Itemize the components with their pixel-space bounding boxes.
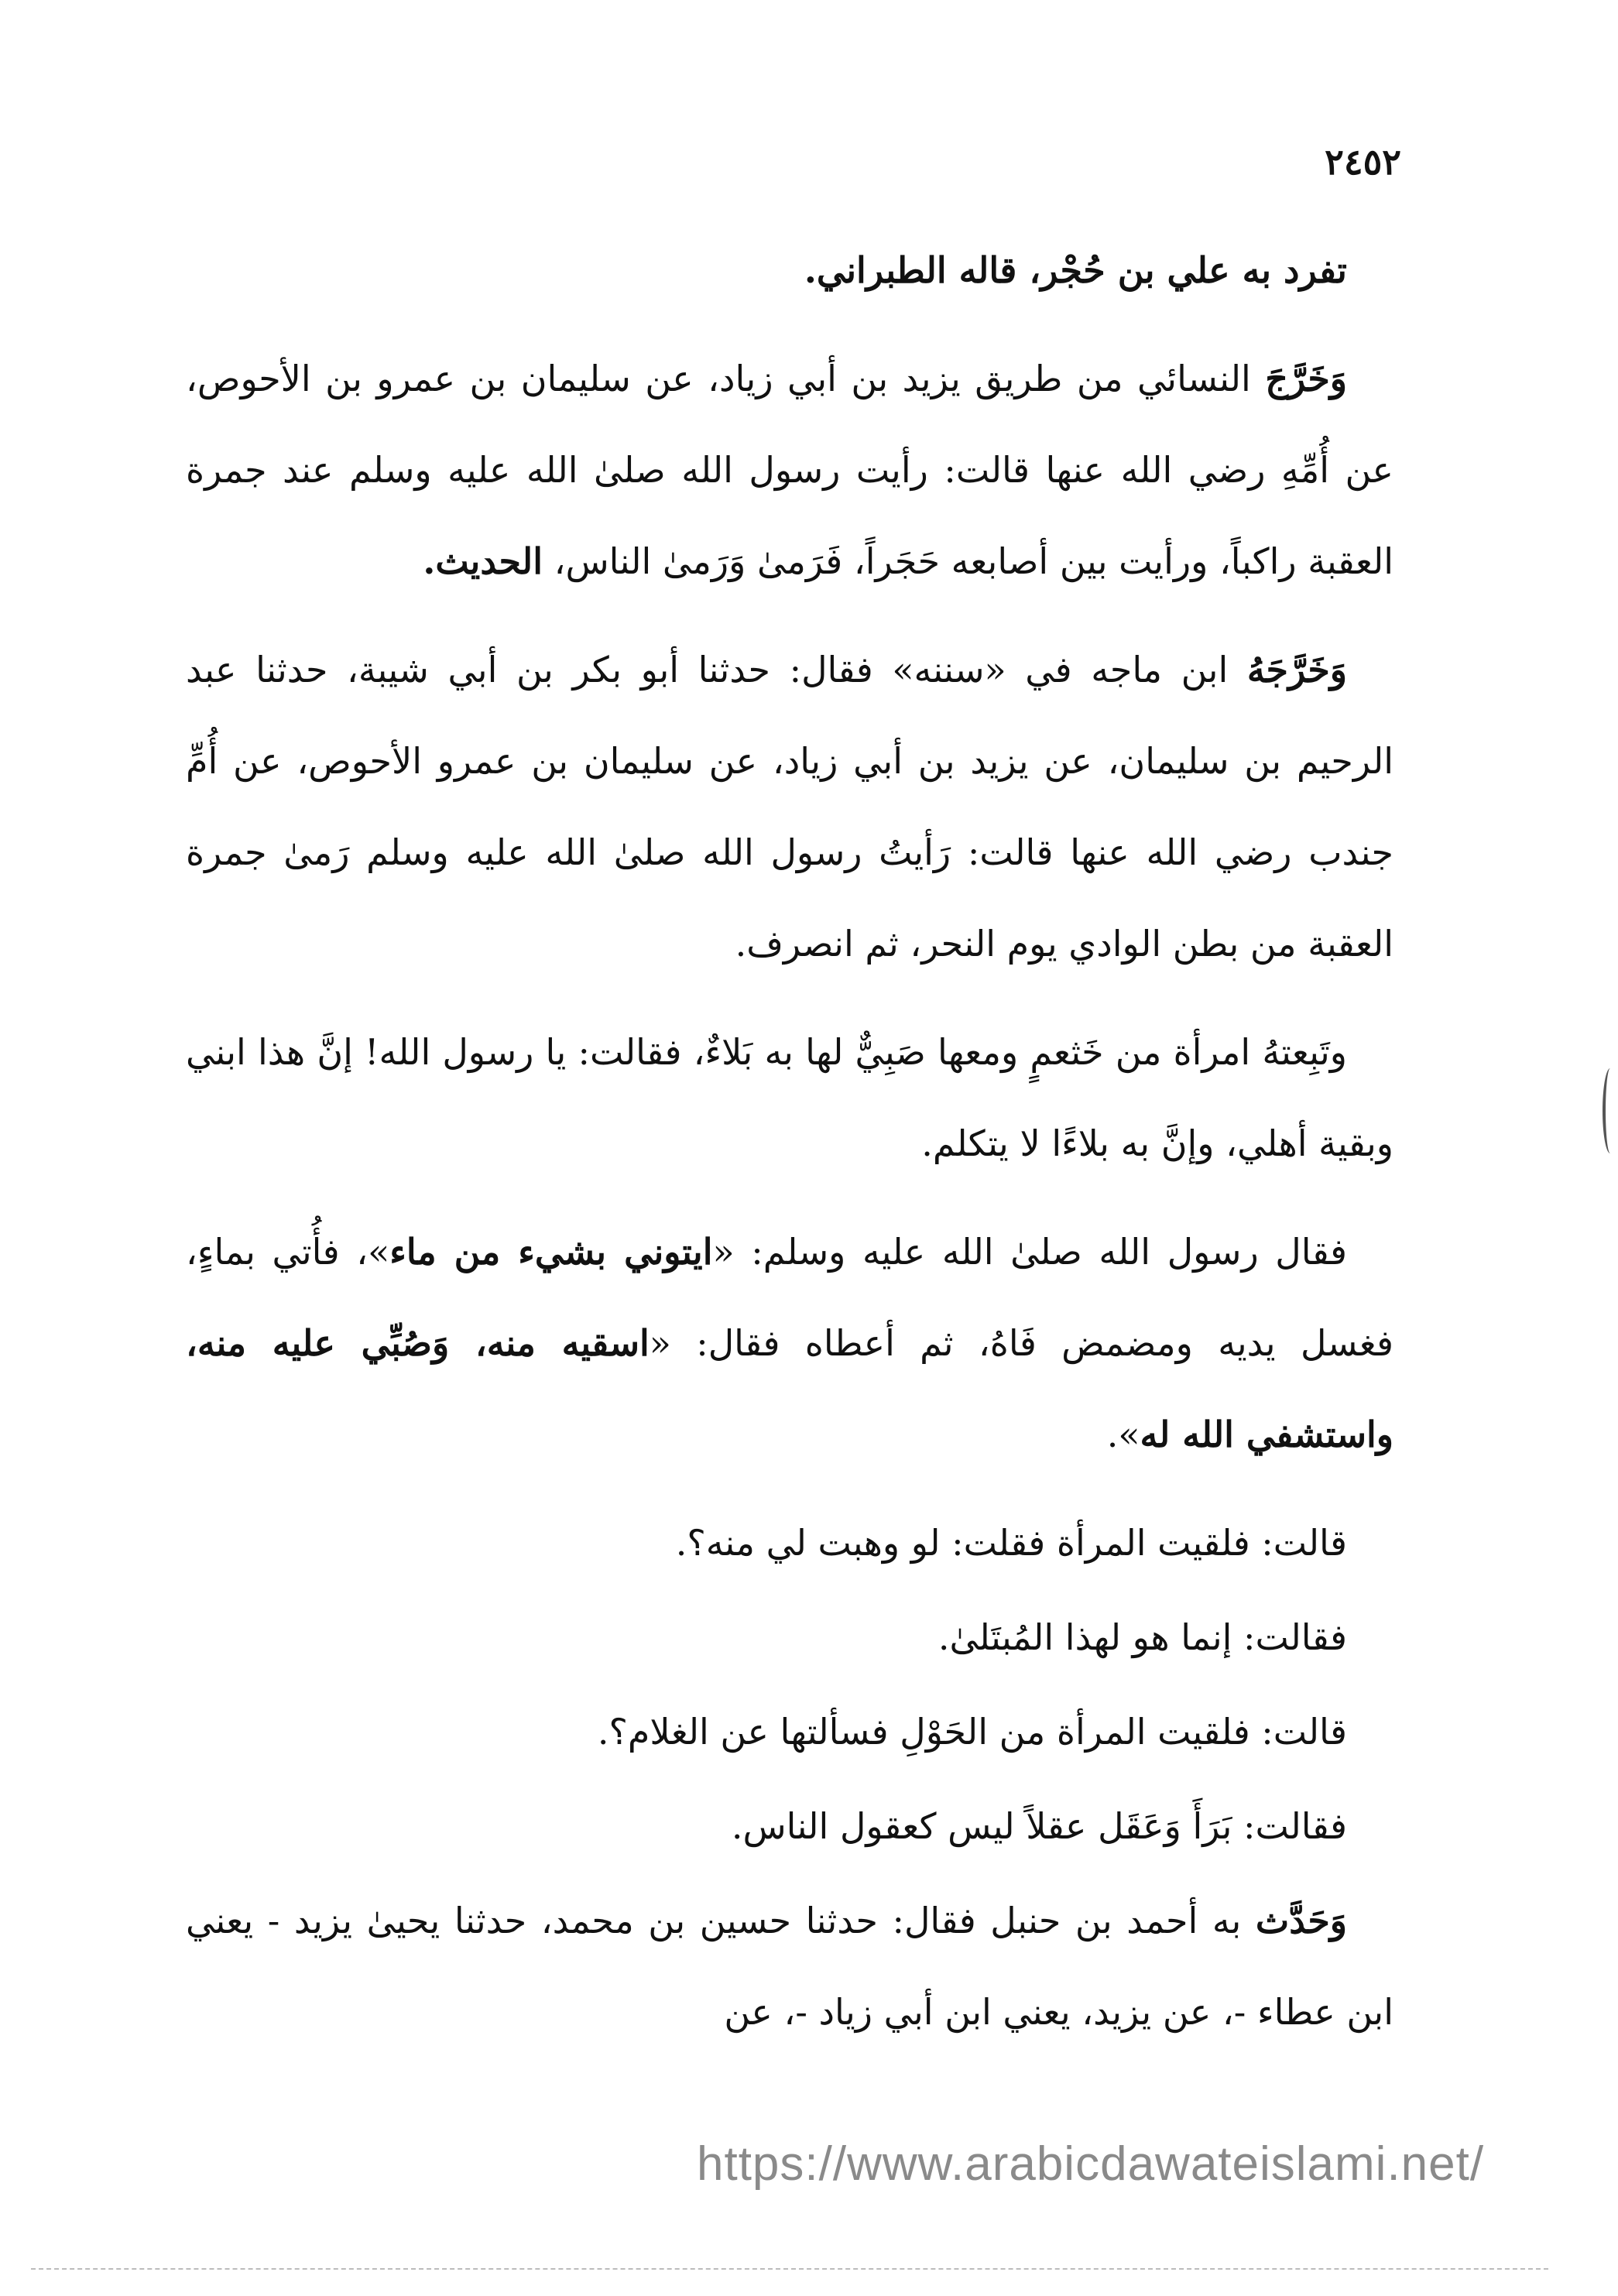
paragraph-10: [186, 1875, 1393, 2058]
paragraph-1: تفرد به علي بن حُجْر، قاله الطبراني.: [804, 249, 1347, 291]
paragraph-3: [186, 624, 1393, 989]
document-body: [186, 224, 1393, 2075]
paragraph-4: وتَبِعتهُ امرأة من خَثعمٍ ومعها صَبِيٌّ لها به بَلاءٌ، فقالت: يا رسول الله! إنَّ هذا ابني وبقية أهلي، وإنَّ به بلاءًا لا يتكلم.: [186, 1031, 1393, 1164]
paragraph-5-start: فقال رسول الله صلىٰ الله عليه وسلم: «: [712, 1231, 1347, 1273]
paragraph-2-lead: وَخَرَّجَ: [1265, 358, 1347, 399]
paragraph-6: قالت: فلقيت المرأة فقلت: لو وهبت لي منه؟.: [675, 1522, 1347, 1564]
paragraph-7: فقالت: إنما هو لهذا المُبتَلىٰ.: [938, 1616, 1347, 1658]
paragraph-5-quote-1: ايتوني بشيء من ماء: [389, 1231, 713, 1273]
paragraph-10-lead: وَحَدَّث: [1255, 1900, 1348, 1941]
paragraph-3-text: ابن ماجه في «سننه» فقال: حدثنا أبو بكر بن أبي شيبة، حدثنا عبد الرحيم بن سليمان، عن يزيد بن أبي زياد، عن سليمان بن عمرو الأحوص، عن أُمِّ جندب رضي الله عنها قالت: رَأيتُ رسول الله صلىٰ الله عليه وسلم رَمىٰ جمرة العقبة من بطن الوادي يوم النحر، ثم انصرف.: [186, 649, 1393, 965]
paragraph-5-middle: »، فأُتي بماءٍ، فغسل يديه ومضمض فَاهُ، ثم أعطاه فقال: «: [186, 1231, 1393, 1364]
paragraph-8: قالت: فلقيت المرأة من الحَوْلِ فسألتها عن الغلام؟.: [597, 1711, 1347, 1753]
paragraph-10-text: به أحمد بن حنبل فقال: حدثنا حسين بن محمد، حدثنا يحيىٰ يزيد - يعني ابن عطاء -، عن يزيد، يعني ابن أبي زياد -، عن: [186, 1900, 1393, 2033]
paragraph-2-text: النسائي من طريق يزيد بن أبي زياد، عن سليمان بن عمرو بن الأحوص، عن أُمِّهِ رضي الله عنها قالت: رأيت رسول الله صلىٰ الله عليه وسلم عند جمرة العقبة راكباً، ورأيت بين أصابعه حَجَراً، فَرَمىٰ وَرَمىٰ الناس،: [186, 358, 1393, 582]
paragraph-2-end: الحديث.: [423, 540, 543, 582]
margin-bracket-mark: [1603, 1068, 1618, 1153]
paragraph-9: فقالت: بَرَأَ وَعَقَل عقلاً ليس كعقول الناس.: [731, 1805, 1347, 1847]
source-url-watermark[interactable]: https://www.arabicdawateislami.net/: [697, 2137, 1485, 2191]
page-bottom-rule: [31, 2268, 1548, 2270]
paragraph-5-end: ».: [1106, 1414, 1140, 1455]
page-number: ٢٤٥٢: [1325, 141, 1401, 183]
paragraph-5-quote-2: اسقيه منه، وَصُبِّي عليه منه، واستشفي الله له: [186, 1322, 1393, 1455]
paragraph-5: [186, 1206, 1393, 1480]
paragraph-3-lead: وَخَرَّجَهُ: [1246, 649, 1347, 691]
paragraph-2: [186, 333, 1393, 607]
